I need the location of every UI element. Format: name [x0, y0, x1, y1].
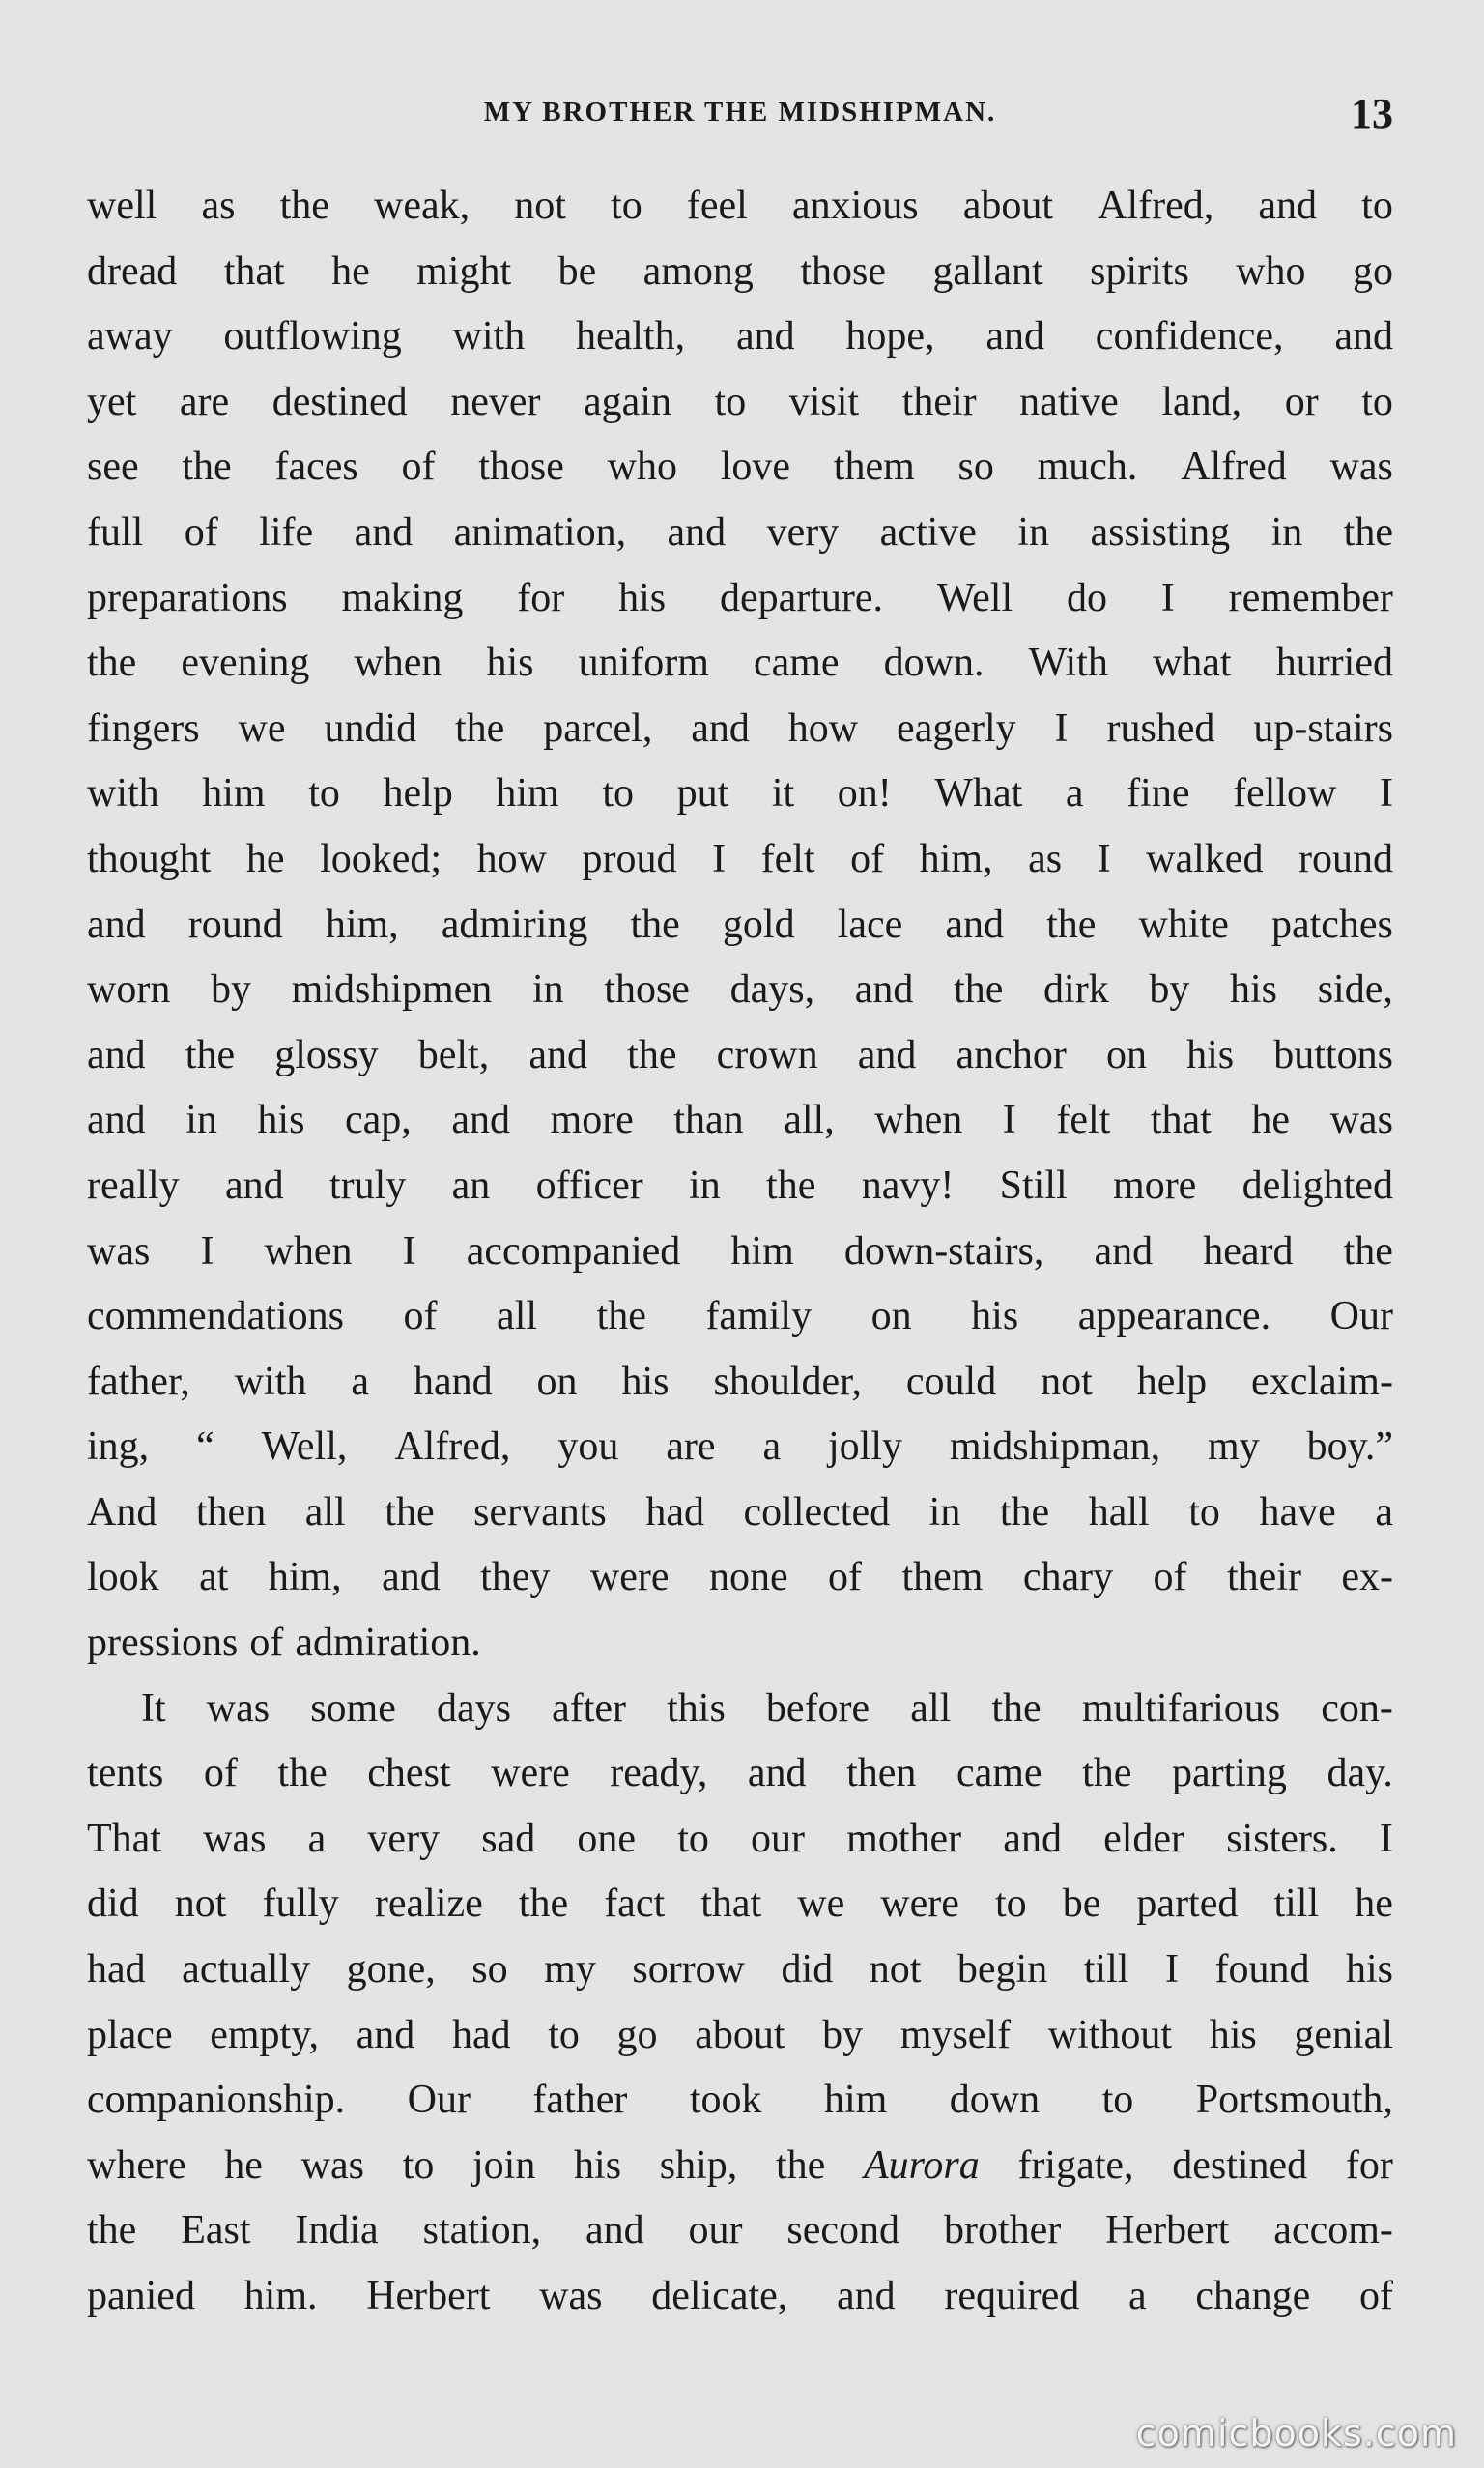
text-line: And then all the servants had collected in the hall to have a [87, 1489, 1393, 1535]
text-line: the evening when his uniform came down. With what hurried [87, 641, 1393, 686]
text-line: had actually gone, so my sorrow did not begin till I found his [87, 1947, 1393, 1993]
text-line: and round him, admiring the gold lace and the white patches [87, 902, 1393, 947]
text-line: see the faces of those who love them so much. Alfred was [87, 445, 1393, 490]
body-text [87, 174, 1393, 2330]
text-line: well as the weak, not to feel anxious about Alfred, and to [87, 184, 1393, 228]
text-line: was I when I accompanied him down-stairs, and heard the [87, 1228, 1393, 1274]
text-line: commendations of all the family on his appearance. Our [87, 1294, 1393, 1339]
text-line: where he was to join his ship, the Aurora frigate, destined for [87, 2142, 1393, 2188]
running-title: MY BROTHER THE MIDSHIPMAN. [483, 97, 997, 128]
running-head [87, 89, 1393, 147]
text-line: full of life and animation, and very active in assisting in the [87, 509, 1393, 555]
text-line: pressions of admiration. [87, 1621, 481, 1666]
text-line: really and truly an officer in the navy! Still more delighted [87, 1162, 1393, 1208]
text-line: with him to help him to put it on! What a fine fellow I [87, 771, 1393, 817]
text-line: away outflowing with health, and hope, and confidence, and [87, 314, 1393, 359]
text-line: thought he looked; how proud I felt of him, as I walked round [87, 836, 1393, 881]
text-line: It was some days after this before all the multifarious con- [141, 1685, 1393, 1731]
text-line: worn by midshipmen in those days, and the dirk by his side, [87, 967, 1393, 1013]
text-line: That was a very sad one to our mother and elder sisters. I [87, 1816, 1393, 1861]
text-line: yet are destined never again to visit their native land, or to [87, 379, 1393, 424]
text-line: fingers we undid the parcel, and how eagerly I rushed up-stairs [87, 705, 1393, 751]
text-line: preparations making for his departure. Well do I remember [87, 575, 1393, 620]
text-line: panied him. Herbert was delicate, and required a change of [87, 2274, 1393, 2318]
text-line: companionship. Our father took him down to Portsmouth, [87, 2078, 1393, 2123]
text-line: look at him, and they were none of them chary of their ex- [87, 1555, 1393, 1600]
text-line: did not fully realize the fact that we were to be parted till he [87, 1881, 1393, 1927]
watermark: comicbooks.com [1135, 2412, 1457, 2454]
text-line: the East India station, and our second brother Herbert accom- [87, 2208, 1393, 2253]
text-line: father, with a hand on his shoulder, could not help exclaim- [87, 1359, 1393, 1404]
text-line: and in his cap, and more than all, when I felt that he was [87, 1098, 1393, 1143]
text-line: dread that he might be among those gallant spirits who go [87, 248, 1393, 294]
text-line: ing, “ Well, Alfred, you are a jolly midshipman, my boy.” [87, 1424, 1393, 1470]
page-number: 13 [1351, 90, 1393, 137]
text-line: and the glossy belt, and the crown and anchor on his buttons [87, 1032, 1393, 1077]
text-line: tents of the chest were ready, and then came the parting day. [87, 1751, 1393, 1796]
text-line: place empty, and had to go about by myself without his genial [87, 2012, 1393, 2057]
